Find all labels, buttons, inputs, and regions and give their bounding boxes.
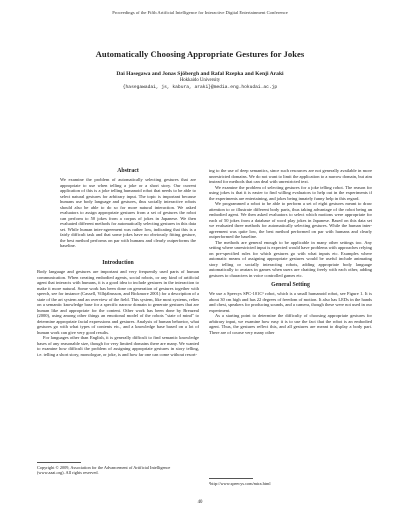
introduction-paragraph-1: Body language and gestures are important and very frequently used parts of human communication. When creating embodied agents, social robots, or any kind of artificial agent that interacts with humans, it is a good idea to include gestures in the interaction to make it more natural. Some work has been done on generation of gestures together with speech, see for instance (Cassell, Vilhjálmsson, and Bickmore 2001) for a description of a state of the art system and an overview of the field. This system, like most systems, relies on a semantic knowledge base for a specific narrow domain to generate gestures that are human like and appropriate for the content. Other work has been done by Breazeal (2000), using among other things an emotional model of the robots "state of mind" to determine appropriate facial expressions and gestures. Analysis of human behavior, what gestures go with what types of contents etc., and a knowledge base based on a lot of human work can give very good results.	[37, 269, 199, 335]
author-list: Dai Hasegawa and Jonas Sjöbergh and Rafal Rzepka and Kenji Araki	[116, 71, 284, 77]
paper-title: Automatically Choosing Appropriate Gestures for Jokes	[95, 49, 305, 59]
general-setting-paragraph-1: We use a Speecys SPC-101C¹ robot, which is a small humanoid robot, see Figure 1. It is about 30 cm high and has 22 degrees of freedom of motion. It also has LEDs in the hands and chest, speakers for producing sounds, and a camera, though these were not used in our experiment.	[209, 291, 372, 313]
copyright-notice: Copyright © 2009, Association for the Advancement of Artificial Intelligence (www.aaai.org). All rights reserved.	[37, 465, 171, 476]
abstract	[60, 168, 196, 249]
url-footnote: ¹http://www.speecys.com/mira.html	[209, 481, 271, 486]
url-footnote-block	[209, 478, 372, 486]
right-column	[209, 168, 372, 335]
right-paragraph-3: We programmed a robot to be able to perform a set of eight gestures meant to draw attention to or illustrate different body parts, thus taking advantage of the robot being an embodied agent. We then asked evaluators to select which motions were appropriate for each of 50 jokes from a database of word play jokes in Japanese. Based on this data set we evaluated three methods for automatically selecting gestures. While the human inter-agreement was quite low, the best method performed on par with humans and clearly outperformed the baseline.	[209, 201, 372, 239]
right-paragraph-2: We examine the problem of selecting gestures for a joke telling robot. The reason for using jokes is that it is easier to find willing evaluators to help out in the experiments if the experiments are entertaining, and jokes being innately funny help in this regard.	[209, 184, 372, 201]
general-setting-heading: General Setting	[271, 282, 310, 288]
introduction-heading: Introduction	[102, 260, 134, 266]
running-header: Proceedings of the Fifth Artificial Intelligence for Interactive Digital Entertainment Conference	[112, 10, 288, 15]
copyright-rule	[37, 462, 81, 463]
author-emails: {hasegawadai, js, kabura, araki}@media.eng.hokudai.ac.jp	[122, 85, 278, 90]
introduction-paragraph-2: For languages other than English, it is generally difficult to find semantic knowledge bases of any reasonable size, though for very limited domains there are many. We wanted to examine how difficult the problem of assigning appropriate gestures in story telling, i.e. telling a short story, monologue, or joke, is and how far one can come without resort-	[37, 335, 199, 357]
introduction-section	[37, 260, 199, 357]
footnote-rule	[209, 478, 253, 479]
general-setting-paragraph-2: As a starting point to determine the difficulty of choosing appropriate gestures for arbitrary input, we examine how easy it is to use the fact that the robot is an embodied agent. Thus, the gestures reflect this, and all gestures are meant to display a body part. There are of course very many other	[209, 313, 372, 335]
right-paragraph-4: The methods are general enough to be applicable in many other settings too. Any setting where unrestricted input is expected would have problems with approaches relying on pre-specified rules for which gestures go with what inputs etc. Examples where automatic means of assigning appropriate gestures would be useful include animating story telling or socially interacting robots, adding appropriate body language automatically to avatars in games when users are chatting freely with each other, adding gestures to characters in voice controlled games etc.	[209, 239, 372, 278]
page-number: 40	[197, 500, 203, 505]
abstract-text: We examine the problem of automatically selecting gestures that are appropriate to use when telling a joke or a short story. Our current application of this is a joke telling humanoid robot that needs to be able to select natural gestures for arbitrary input. The topic is important because humans use body language and gestures, thus socially interactive robots should also be able to do so for more natural interaction. We asked evaluators to assign appropriate gestures from a set of gestures the robot can perform to 50 jokes from a corpus of jokes in Japanese. We then evaluated different methods for automatically selecting gestures in this data set. While human inter-agreement was rather low, indicating that this is a fairly difficult task and that some jokes have no obviously fitting gesture, the best method performs on par with humans and clearly outperforms the baseline.	[60, 177, 196, 248]
right-paragraph-1: ing to the use of deep semantics, since such resources are not generally available in more unrestricted domains. We do not want to limit the application to a narrow domain, but aim instead for methods that can deal with unrestricted text.	[209, 168, 372, 184]
affiliation: Hokkaido University	[179, 78, 221, 83]
copyright-block	[37, 462, 199, 475]
abstract-heading: Abstract	[117, 168, 139, 174]
